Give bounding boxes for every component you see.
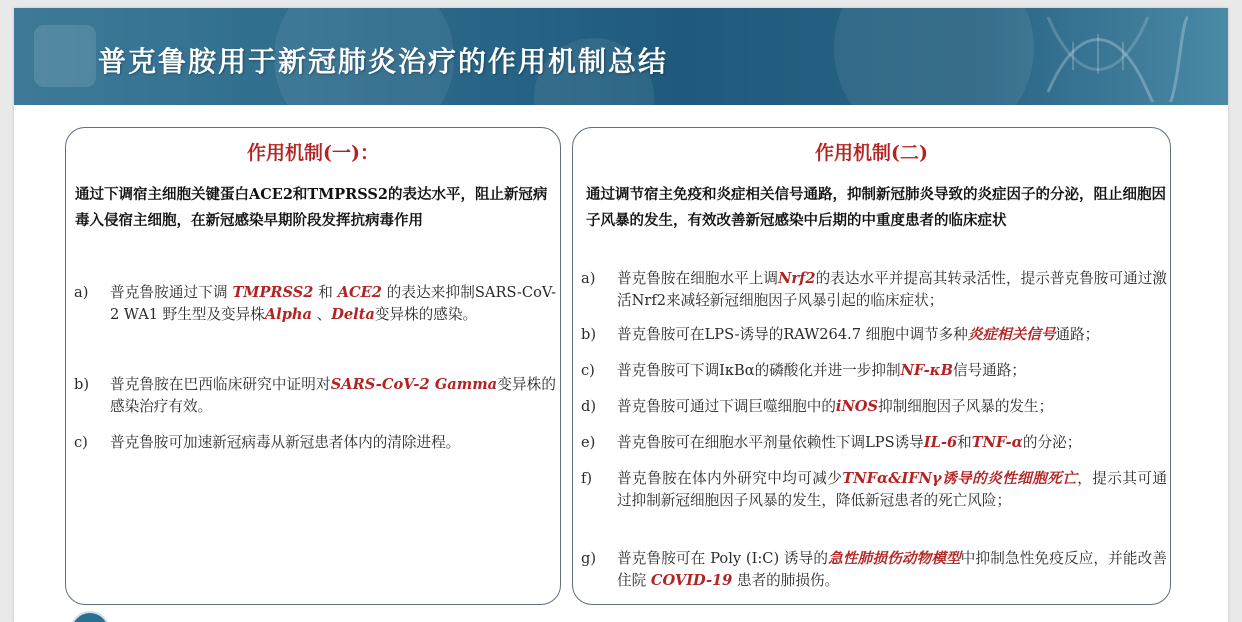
list-item xyxy=(581,360,1167,382)
item-label: b) xyxy=(74,376,90,393)
item-label: g) xyxy=(581,550,597,567)
dna-helix-icon xyxy=(1038,12,1188,102)
item-text: 普克鲁胺通过下调 TMPRSS2 和 ACE2 的表达来抑制SARS-CoV-2 WA1 野生型及变异株Alpha 、Delta变异株的感染。 xyxy=(110,284,557,323)
item-label: d) xyxy=(581,398,597,415)
page-title: 普克鲁胺用于新冠肺炎治疗的作用机制总结 xyxy=(98,45,669,78)
item-label: b) xyxy=(581,326,597,343)
list-item xyxy=(581,396,1167,418)
list-item xyxy=(581,432,1167,454)
item-text: 普克鲁胺在体内外研究中均可减少TNFα&IFNγ诱导的炎性细胞死亡，提示其可通过抑制新冠细胞因子风暴的发生，降低新冠患者的死亡风险； xyxy=(617,470,1167,509)
panel-intro: 通过下调宿主细胞关键蛋白ACE2和TMPRSS2的表达水平，阻止新冠病毒入侵宿主细胞，在新冠感染早期阶段发挥抗病毒作用 xyxy=(75,186,548,229)
panel-intro: 通过调节宿主免疫和炎症相关信号通路，抑制新冠肺炎导致的炎症因子的分泌，阻止细胞因子风暴的发生，有效改善新冠感染中后期的中重度患者的临床症状 xyxy=(586,186,1166,229)
title-banner xyxy=(14,8,1228,105)
logo-icon xyxy=(70,611,110,622)
item-text: 普克鲁胺可在细胞水平剂量依赖性下调LPS诱导IL-6和TNF-α的分泌； xyxy=(617,434,1082,451)
item-text: 普克鲁胺可通过下调巨噬细胞中的iNOS抑制细胞因子风暴的发生； xyxy=(617,398,1054,415)
mechanism-two-panel xyxy=(572,127,1171,605)
list-item xyxy=(74,374,556,418)
list-item xyxy=(581,468,1167,512)
list-item xyxy=(581,324,1167,346)
item-text: 普克鲁胺在细胞水平上调Nrf2的表达水平并提高其转录活性，提示普克鲁胺可通过激活Nrf2来减轻新冠细胞因子风暴引起的临床症状； xyxy=(617,270,1167,309)
banner-decor-square xyxy=(34,25,96,87)
item-label: a) xyxy=(74,284,89,301)
slide xyxy=(14,8,1228,622)
item-text: 普克鲁胺可下调IκBα的磷酸化并进一步抑制NF-κB信号通路； xyxy=(617,362,1026,379)
item-text: 普克鲁胺可在 Poly (I:C) 诱导的急性肺损伤动物模型中抑制急性免疫反应，并能改善住院 COVID-19 患者的肺损伤。 xyxy=(617,550,1167,589)
item-text: 普克鲁胺可加速新冠病毒从新冠患者体内的清除进程。 xyxy=(110,434,461,451)
item-label: e) xyxy=(581,434,596,451)
item-label: a) xyxy=(581,270,596,287)
item-label: c) xyxy=(74,434,88,451)
panel-title: 作用机制(二) xyxy=(815,142,928,164)
list-item xyxy=(581,268,1167,312)
banner-texture xyxy=(834,8,1034,105)
list-item xyxy=(581,548,1167,592)
list-item xyxy=(74,432,556,454)
mechanism-one-panel xyxy=(65,127,561,605)
item-text: 普克鲁胺可在LPS-诱导的RAW264.7 细胞中调节多种炎症相关信号通路； xyxy=(617,326,1100,343)
item-label: f) xyxy=(581,470,593,487)
item-text: 普克鲁胺在巴西临床研究中证明对SARS-CoV-2 Gamma变异株的感染治疗有效。 xyxy=(110,376,556,415)
list-item xyxy=(74,282,556,326)
panel-title: 作用机制(一)： xyxy=(247,142,379,164)
item-label: c) xyxy=(581,362,595,379)
